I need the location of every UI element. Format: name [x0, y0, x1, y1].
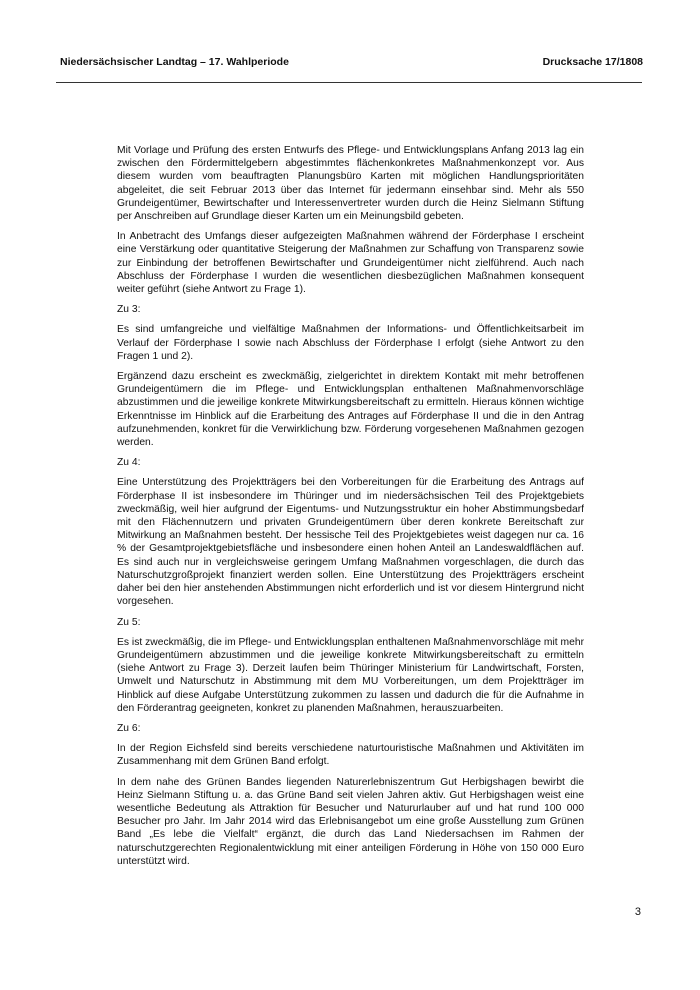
section-label: Zu 3:: [117, 304, 141, 316]
paragraph: Es sind umfangreiche und vielfältige Maßnahmen der Informations- und Öffentlichkeitsarbeit im Verlauf der Förderphase I sowie nach Abschluss der Förderphase I erfolgt (siehe Antwort zu den Fragen 1 und 2).: [117, 324, 584, 362]
paragraph: Ergänzend dazu erscheint es zweckmäßig, zielgerichtet in direktem Kontakt mit mehr betroffenen Grundeigentümern die im Pflege- und Entwicklungsplan enthaltenen Maßnahmenvorschläge abzustimmen und die jeweilige konkrete Mitwirkungsbereitschaft zu ermitteln. Hieraus können wichtige Erkenntnisse im Hinblick auf die Erarbeitung des Antrages auf Förderphase II und die in den Antrag aufzunehmenden, konkret für die Verwirklichung bzw. Förderung vorgesehenen Maßnahmen gezogen werden.: [117, 371, 585, 449]
section-label: Zu 6:: [117, 722, 141, 734]
paragraph: In der Region Eichsfeld sind bereits verschiedene naturtouristische Maßnahmen und Aktivitäten im Zusammenhang mit dem Grünen Band erfolgt.: [117, 743, 584, 768]
paragraph: In Anbetracht des Umfangs dieser aufgezeigten Maßnahmen während der Förderphase I erscheint eine Verstärkung oder quantitative Steigerung der Maßnahmen zur Schaffung von Transparenz sowie zur Einbindung der betroffenen Bewirtschafter und Grundeigentümer nicht zielführend. Auch nach Abschluss der Förderphase I wurden die wesentlichen diesbezüglichen Maßnahmen konsequent weiter geführt (siehe Antwort zu Frage 1).: [117, 231, 584, 296]
page-header: [60, 56, 643, 70]
paragraph: Eine Unterstützung des Projektträgers bei den Vorbereitungen für die Erarbeitung des Antrags auf Förderphase II ist insbesondere im Thüringer und im niedersächsischen Teil des Projektgebiets zweckmäßig, weil hier aufgrund der Eigentums- und Nutzungsstruktur ein hoher Abstimmungsbedarf mit den Flächennutzern und privaten Grundeigentümern über deren konkrete Bereitschaft zur Mitwirkung an Maßnahmen besteht. Der hessische Teil des Projektgebietes weist dagegen nur ca. 16 % der Gesamtprojektgebietsfläche und insbesondere einen hohen Anteil an Landeswaldflächen auf. Es sind auch nur in vergleichsweise geringem Umfang Maßnahmen vorgeschlagen, die durch das Naturschutzgroßprojekt finanziert werden sollen. Eine Unterstützung des Projektträgers erscheint daher bei den hier anstehenden Abstimmungen nicht erforderlich und ist vor diesem Hintergrund nicht vorgesehen.: [117, 477, 584, 608]
header-parliament: Niedersächsischer Landtag – 17. Wahlperiode: [60, 56, 289, 68]
page-number: 3: [634, 906, 641, 918]
section-label: Zu 5:: [117, 616, 141, 628]
document-body: [117, 144, 584, 875]
header-document-number: Drucksache 17/1808: [542, 56, 643, 68]
paragraph: In dem nahe des Grünen Bandes liegenden Naturerlebniszentrum Gut Herbigshagen bewirbt die Heinz Sielmann Stiftung u. a. das Grüne Band seit vielen Jahren aktiv. Gut Herbigshagen weist eine wesentliche Bedeutung als Attraktion für Besucher und Natururlauber auf und hat rund 100 000 Besucher pro Jahr. Im Jahr 2014 wird das Erlebnisangebot um eine große Ausstellung zum Grünen Band „Es lebe die Vielfalt“ ergänzt, die durch das Land Niedersachsen im Rahmen der naturschutzgerechten Regionalentwicklung mit einer anteiligen Förderung in Höhe von 150 000 Euro unterstützt wird.: [117, 776, 584, 867]
header-divider: [56, 82, 642, 83]
paragraph: Es ist zweckmäßig, die im Pflege- und Entwicklungsplan enthaltenen Maßnahmenvorschläge mit mehr Grundeigentümern abzustimmen und die jeweilige konkrete Mitwirkungsbereitschaft zu ermitteln (siehe Antwort zu Frage 3). Derzeit laufen beim Thüringer Ministerium für Landwirtschaft, Forsten, Umwelt und Naturschutz in Abstimmung mit dem MU Vorbereitungen, um dem Projektträger im Hinblick auf diese Aufgabe Unterstützung zukommen zu lassen und dadurch die für die Aufnahme in den Förderantrag geeigneten, konkret zu planenden Maßnahmen, herauszuarbeiten.: [117, 636, 584, 714]
paragraph: Mit Vorlage und Prüfung des ersten Entwurfs des Pflege- und Entwicklungsplans Anfang 2013 lag ein zwischen den Fördermittelgebern abgestimmtes flächenkonkretes Maßnahmenkonzept vor. Aus diesem wurden vom beauftragten Planungsbüro Karten mit möglichen Handlungsprioritäten abgeleitet, die seit Februar 2013 über das Internet für jedermann einsehbar sind. Mehr als 550 Grundeigentümer, Bewirtschafter und Interessenvertreter wurden durch die Heinz Sielmann Stiftung per Anschreiben auf Grundlage dieser Karten um ein Meinungsbild gebeten.: [117, 145, 584, 223]
section-label: Zu 4:: [117, 457, 141, 469]
